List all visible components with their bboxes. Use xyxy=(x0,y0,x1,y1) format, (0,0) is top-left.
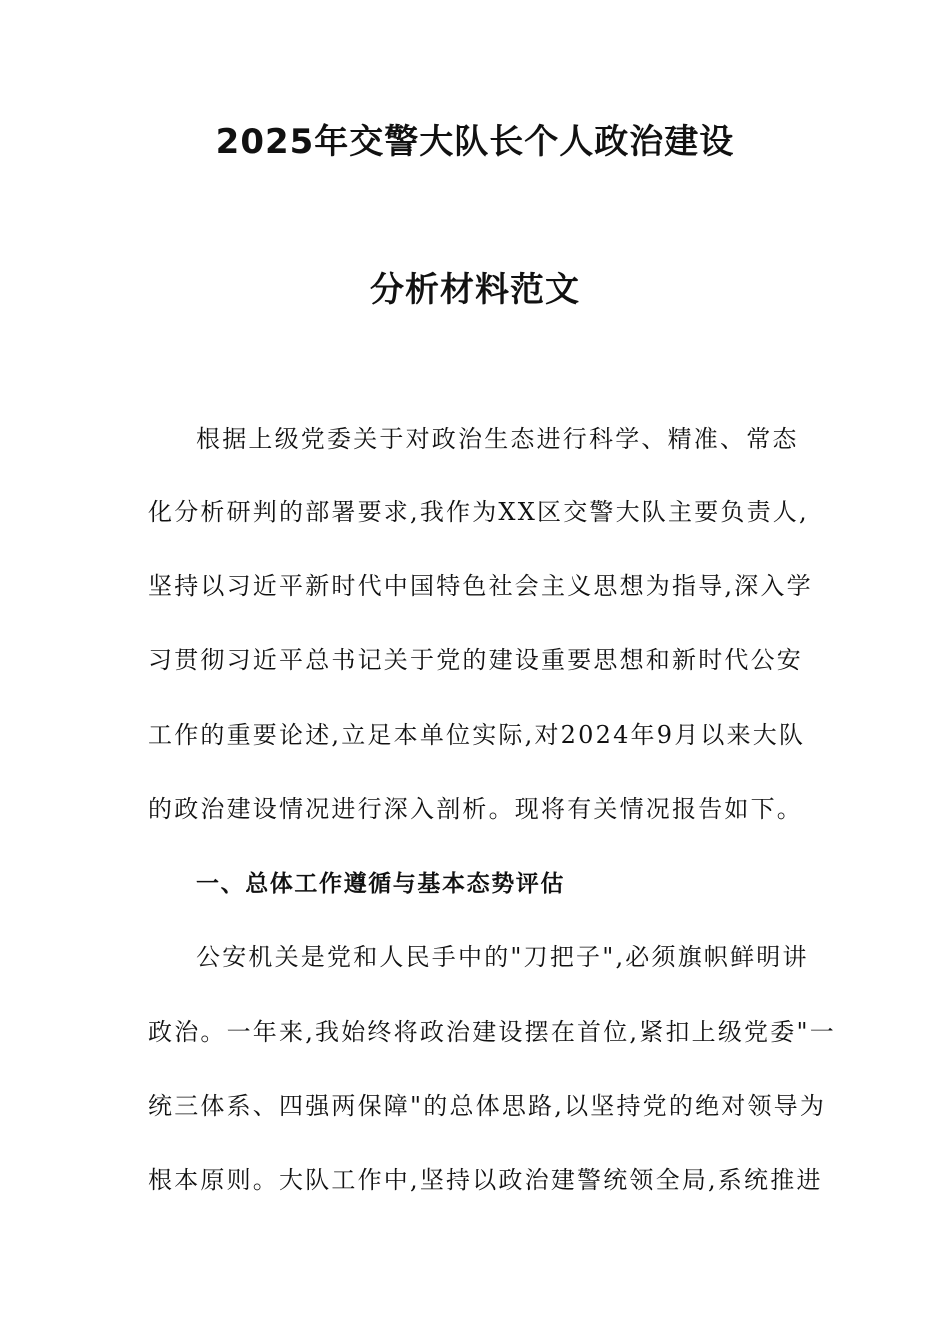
intro-paragraph-line: 工作的重要论述,立足本单位实际,对2024年9月以来大队 xyxy=(148,721,806,749)
intro-paragraph-line: 坚持以习近平新时代中国特色社会主义思想为指导,深入学 xyxy=(148,572,813,600)
document-title-line-2: 分析材料范文 xyxy=(370,270,580,310)
intro-paragraph-line: 化分析研判的部署要求,我作为XX区交警大队主要负责人, xyxy=(148,498,809,526)
section-1-heading: 一、总体工作遵循与基本态势评估 xyxy=(196,871,565,897)
section-1-paragraph-line: 政治。一年来,我始终将政治建设摆在首位,紧扣上级党委"一 xyxy=(148,1018,836,1046)
intro-paragraph-line: 根据上级党委关于对政治生态进行科学、精准、常态 xyxy=(196,425,799,453)
document-title-line-1: 2025年交警大队长个人政治建设 xyxy=(215,122,735,162)
section-1-paragraph-line: 公安机关是党和人民手中的"刀把子",必须旗帜鲜明讲 xyxy=(196,943,809,971)
section-1-paragraph-line: 统三体系、四强两保障"的总体思路,以坚持党的绝对领导为 xyxy=(148,1092,827,1120)
intro-paragraph-line: 习贯彻习近平总书记关于党的建设重要思想和新时代公安 xyxy=(148,646,803,674)
intro-paragraph-line: 的政治建设情况进行深入剖析。现将有关情况报告如下。 xyxy=(148,795,803,823)
section-1-paragraph-line: 根本原则。大队工作中,坚持以政治建警统领全局,系统推进 xyxy=(148,1166,823,1194)
